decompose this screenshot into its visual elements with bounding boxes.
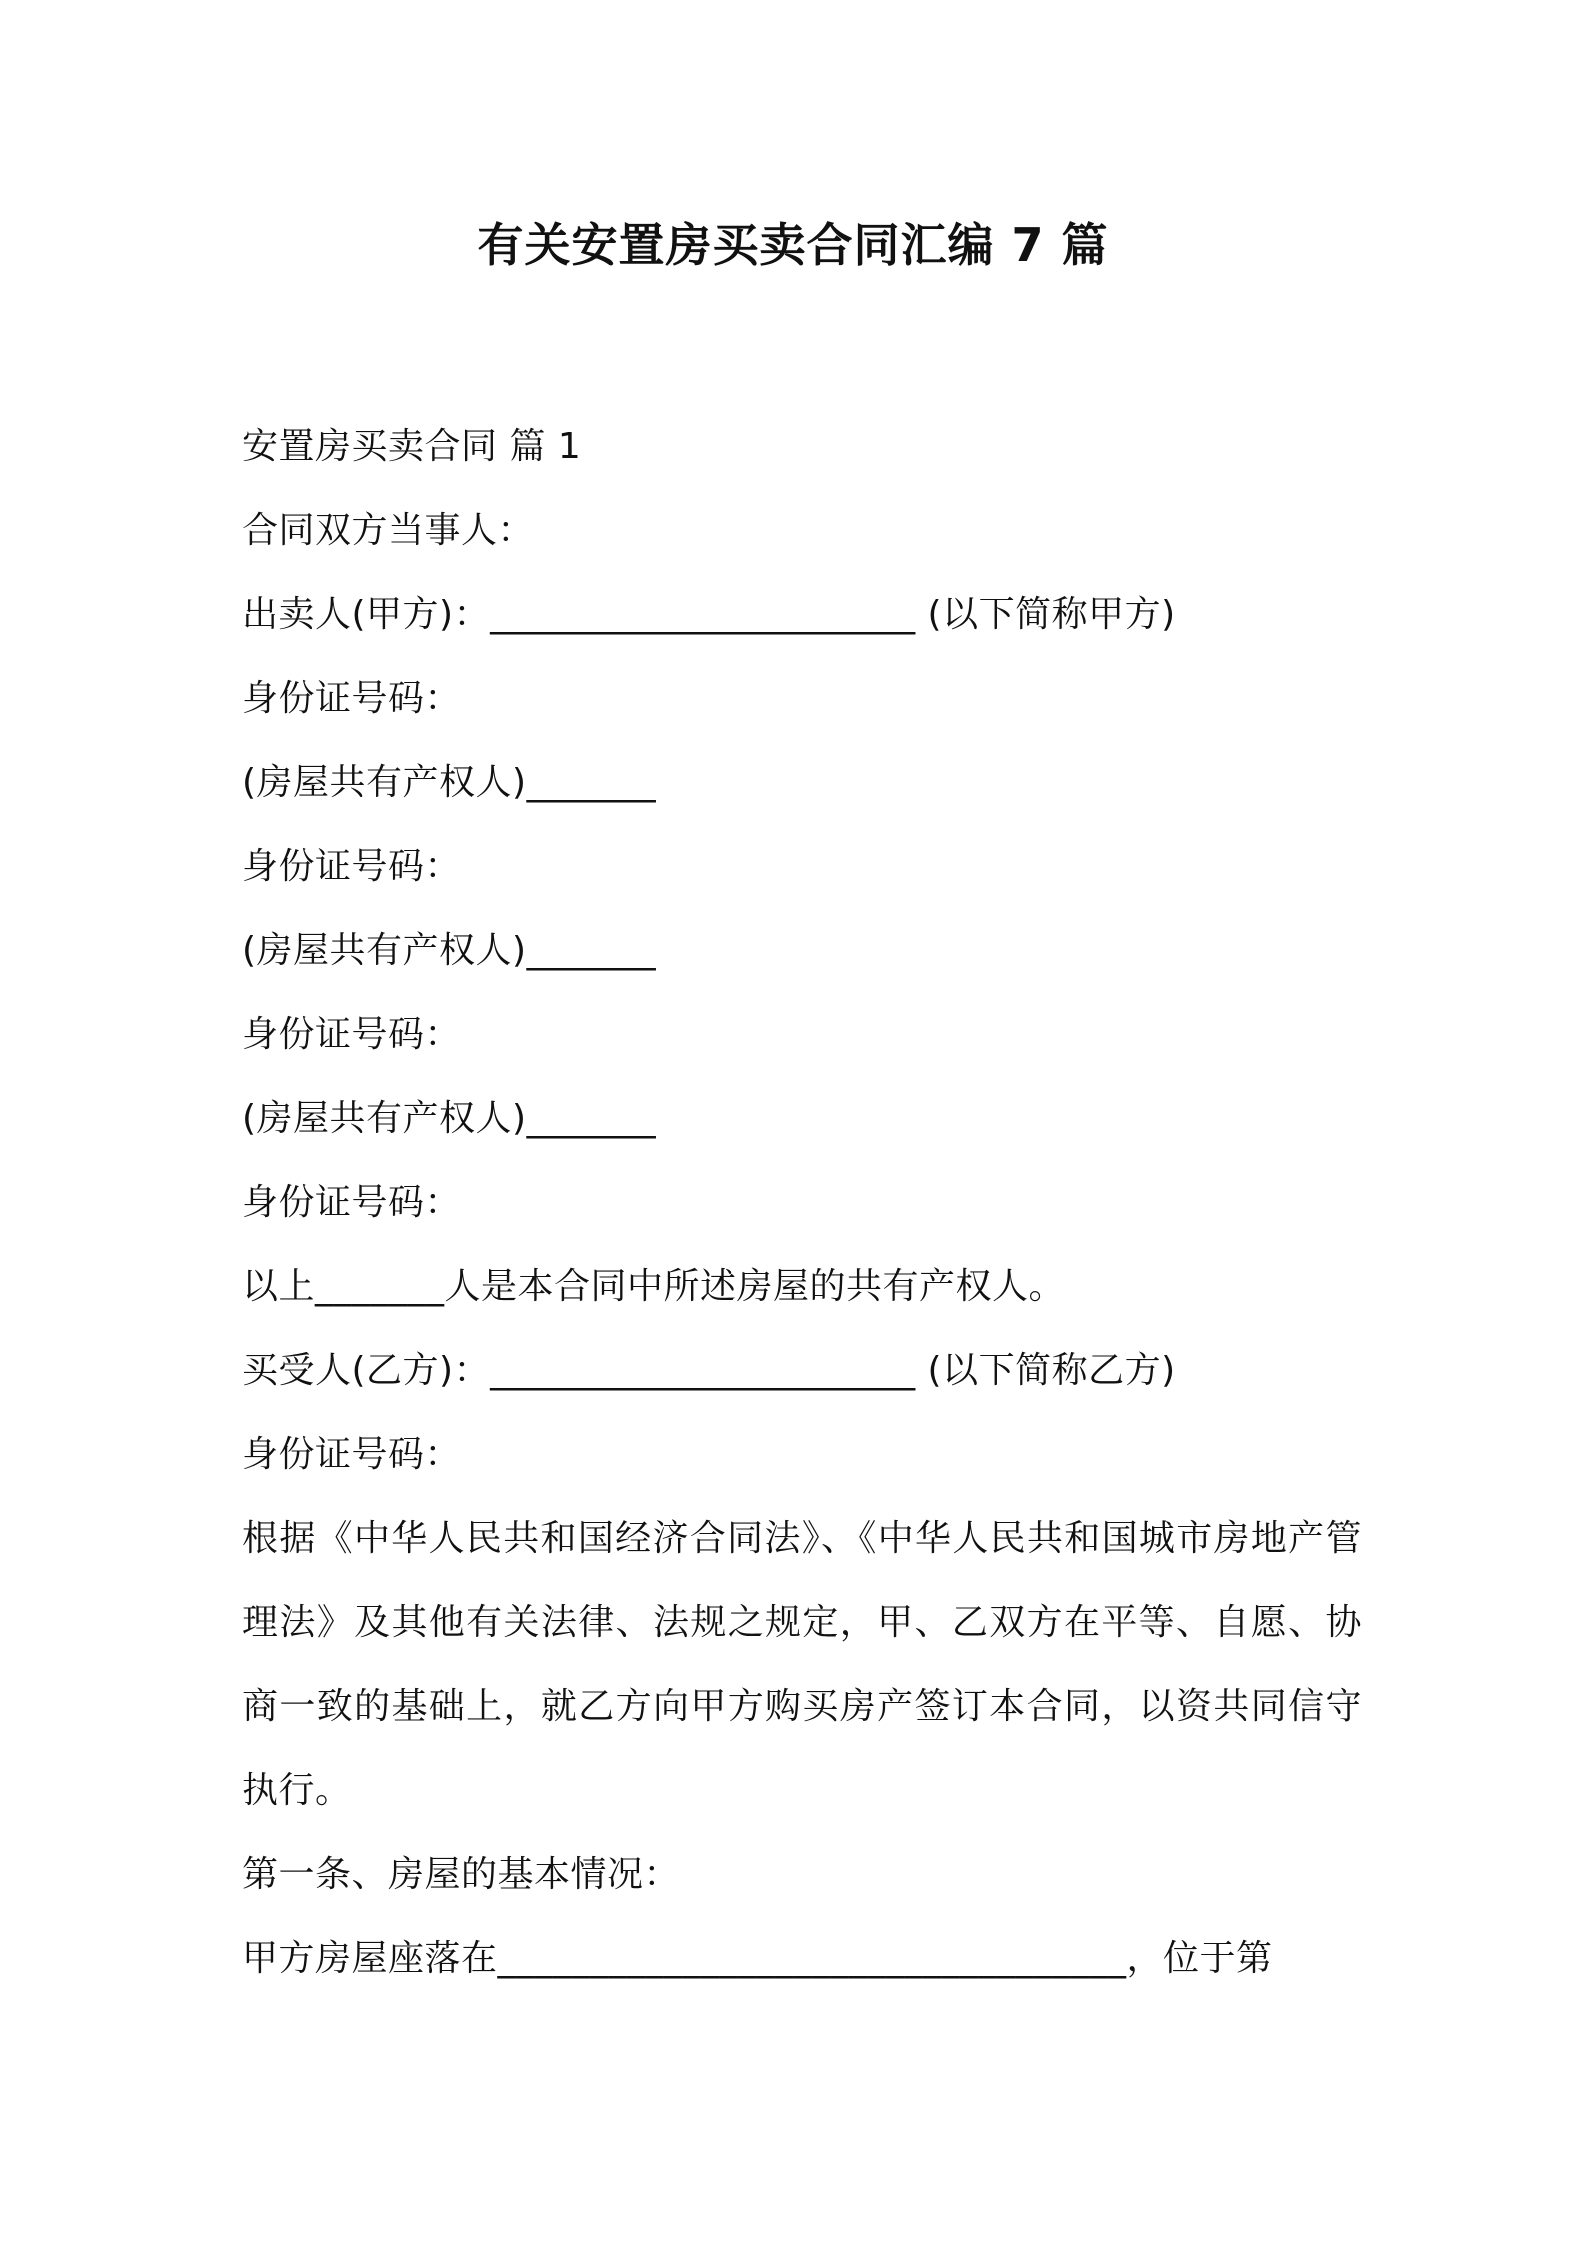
id-number-line: 身份证号码： <box>242 1182 462 1223</box>
document-title: 有关安置房买卖合同汇编 7 篇 <box>477 218 1109 272</box>
article-1-heading: 第一条、房屋的基本情况： <box>242 1854 681 1895</box>
parties-heading: 合同双方当事人： <box>242 510 535 551</box>
co-owner-line: (房屋共有产权人)_______ <box>242 930 657 971</box>
co-owners-statement: 以上_______人是本合同中所述房屋的共有产权人。 <box>242 1266 1066 1307</box>
co-owner-line: (房屋共有产权人)_______ <box>242 762 657 803</box>
document-body <box>242 405 1362 2001</box>
buyer-line: 买受人(乙方)：_______________________ (以下简称乙方) <box>242 1350 1176 1391</box>
id-number-line: 身份证号码： <box>242 1014 462 1055</box>
co-owner-line: (房屋共有产权人)_______ <box>242 1098 657 1139</box>
seller-line: 出卖人(甲方)：_______________________ (以下简称甲方) <box>242 594 1176 635</box>
basis-paragraph: 根据《中华人民共和国经济合同法》、《中华人民共和国城市房地产管理法》及其他有关法律、法规之规定，甲、乙双方在平等、自愿、协商一致的基础上，就乙方向甲方购买房产签订本合同，以资共同信守执行。 <box>242 1518 1362 1811</box>
article-1-text: 甲方房屋座落在__________________________________，位于第 <box>242 1938 1273 1979</box>
id-number-line: 身份证号码： <box>242 846 462 887</box>
section-heading: 安置房买卖合同 篇 1 <box>242 426 582 467</box>
id-number-line: 身份证号码： <box>242 678 462 719</box>
id-number-line: 身份证号码： <box>242 1434 462 1475</box>
